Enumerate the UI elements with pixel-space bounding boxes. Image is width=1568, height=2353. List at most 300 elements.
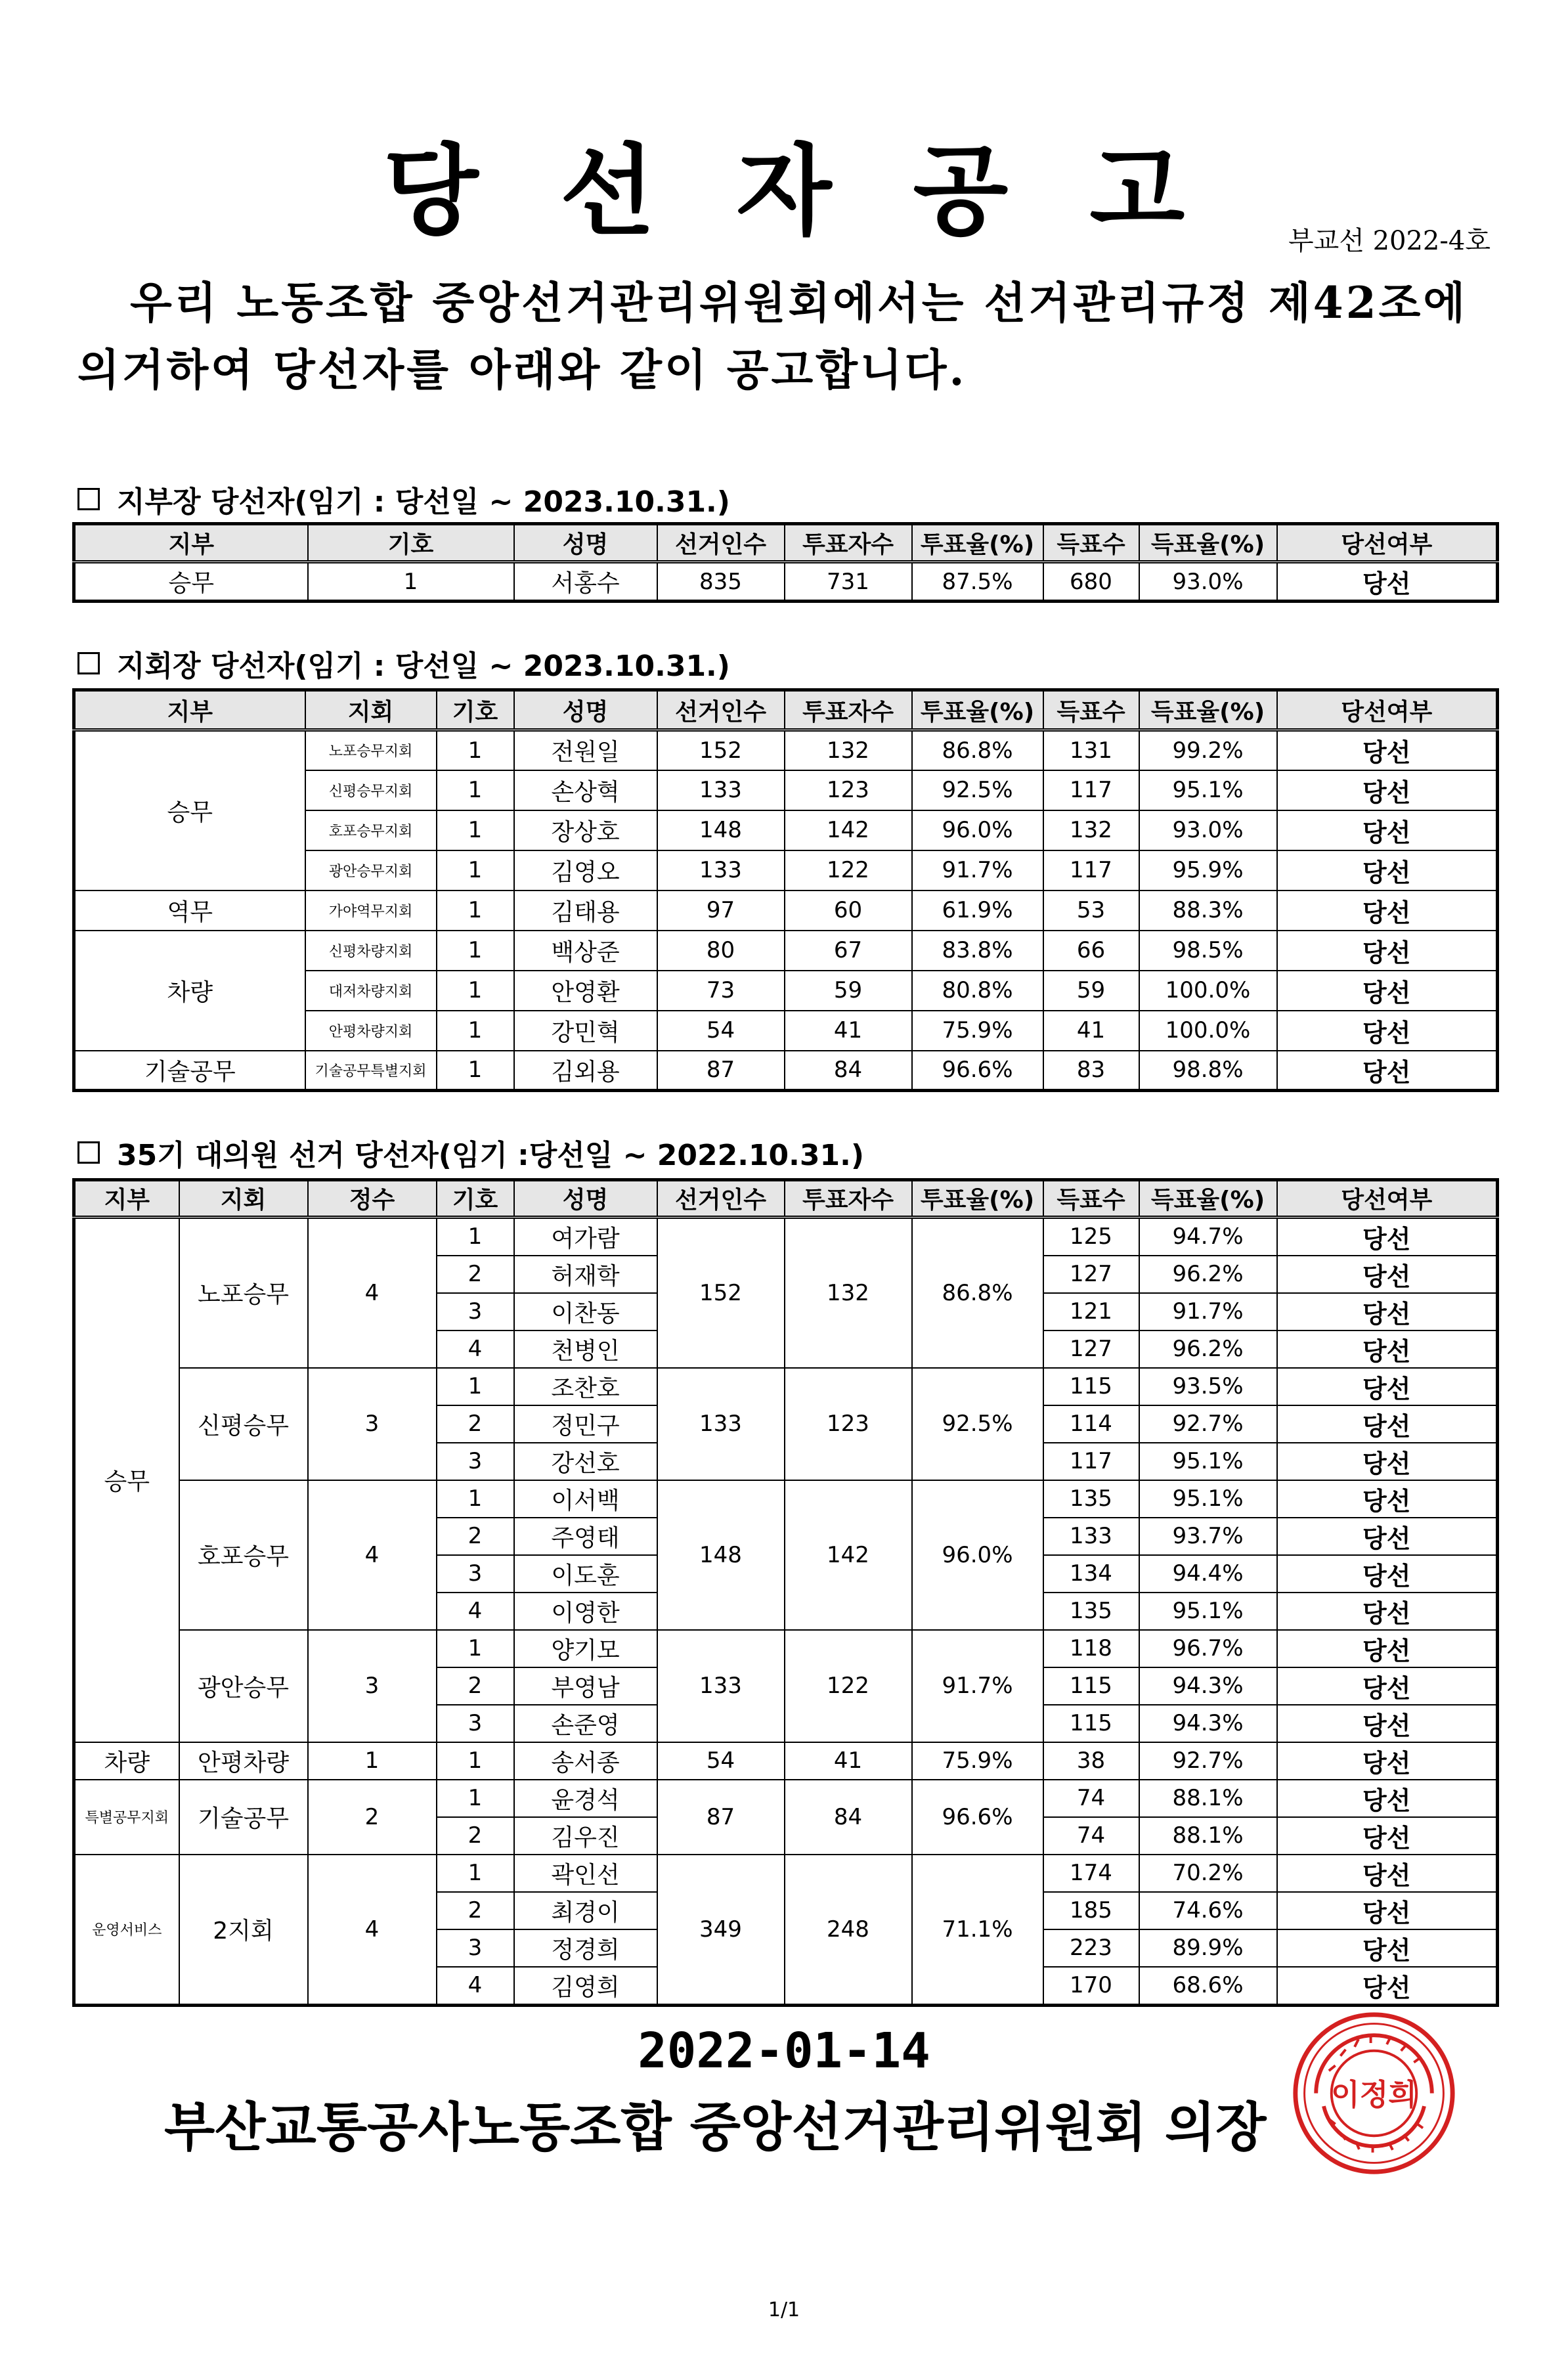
column-header: 득표율(%) — [1139, 1180, 1277, 1218]
chapter-cell: 신평승무지회 — [305, 770, 437, 810]
voters-count: 123 — [785, 1368, 912, 1480]
vote-rate: 100.0% — [1139, 971, 1277, 1011]
vote-rate: 96.7% — [1139, 1630, 1277, 1667]
vote-rate: 68.6% — [1139, 1967, 1277, 2006]
checkbox-icon — [77, 488, 100, 510]
column-header: 투표율(%) — [912, 690, 1043, 730]
turnout-rate: 92.5% — [912, 770, 1043, 810]
vote-rate: 88.1% — [1139, 1780, 1277, 1817]
votes-count: 41 — [1043, 1011, 1139, 1051]
title-character: 선 — [559, 133, 655, 249]
candidate-name: 손상혁 — [514, 770, 657, 810]
chapter-cell: 호포승무지회 — [305, 810, 437, 850]
branch-cell: 특별공무지회 — [74, 1780, 179, 1855]
votes-count: 74 — [1043, 1780, 1139, 1817]
election-result: 당선 — [1277, 1293, 1498, 1330]
table-row — [74, 1368, 1498, 1405]
votes-count: 117 — [1043, 1443, 1139, 1480]
vote-rate: 98.5% — [1139, 931, 1277, 971]
table-row — [74, 1051, 1498, 1091]
turnout-rate: 92.5% — [912, 1368, 1043, 1480]
vote-rate: 94.7% — [1139, 1217, 1277, 1256]
votes-count: 66 — [1043, 931, 1139, 971]
election-result: 당선 — [1277, 1929, 1498, 1967]
candidate-number: 1 — [437, 1480, 514, 1518]
turnout-rate: 86.8% — [912, 730, 1043, 770]
votes-count: 74 — [1043, 1817, 1139, 1855]
vote-rate: 92.7% — [1139, 1742, 1277, 1780]
votes-count: 135 — [1043, 1480, 1139, 1518]
section-heading-text: 35기 대의원 선거 당선자(임기 :당선일 ~ 2022.10.31.) — [117, 1139, 864, 1172]
votes-count: 118 — [1043, 1630, 1139, 1667]
chapter-cell: 광안승무 — [179, 1630, 308, 1742]
turnout-rate: 91.7% — [912, 850, 1043, 891]
table-row — [74, 1217, 1498, 1256]
chapter-cell: 기술공무특별지회 — [305, 1051, 437, 1091]
candidate-number: 1 — [437, 1630, 514, 1667]
candidate-number: 1 — [437, 1011, 514, 1051]
candidate-number: 1 — [437, 1855, 514, 1892]
votes-count: 127 — [1043, 1330, 1139, 1368]
turnout-rate: 96.6% — [912, 1780, 1043, 1855]
title-character: 자 — [736, 133, 832, 249]
electors-count: 152 — [657, 730, 785, 770]
column-header: 투표율(%) — [912, 524, 1043, 562]
votes-count: 117 — [1043, 770, 1139, 810]
chapter-cell: 기술공무 — [179, 1780, 308, 1855]
election-result: 당선 — [1277, 1011, 1498, 1051]
candidate-name: 천병인 — [514, 1330, 657, 1368]
election-result: 당선 — [1277, 1051, 1498, 1091]
voters-count: 122 — [785, 1630, 912, 1742]
electors-count: 133 — [657, 1630, 785, 1742]
electors-count: 133 — [657, 1368, 785, 1480]
votes-count: 114 — [1043, 1405, 1139, 1443]
electors-count: 97 — [657, 891, 785, 931]
table-row — [74, 1855, 1498, 1892]
branch-cell: 승무 — [74, 562, 308, 602]
voters-count: 84 — [785, 1051, 912, 1091]
vote-rate: 88.1% — [1139, 1817, 1277, 1855]
candidate-name: 손준영 — [514, 1705, 657, 1742]
candidate-name: 서홍수 — [514, 562, 657, 602]
election-result: 당선 — [1277, 1443, 1498, 1480]
section-heading-chapter-chief — [77, 642, 730, 684]
vote-rate: 99.2% — [1139, 730, 1277, 770]
seats-count: 4 — [308, 1217, 437, 1368]
election-result: 당선 — [1277, 1405, 1498, 1443]
turnout-rate: 86.8% — [912, 1217, 1043, 1368]
column-header: 당선여부 — [1277, 524, 1498, 562]
votes-count: 133 — [1043, 1518, 1139, 1555]
chapter-cell: 신평승무 — [179, 1368, 308, 1480]
table-row — [74, 931, 1498, 971]
election-result: 당선 — [1277, 1518, 1498, 1555]
electors-count: 835 — [657, 562, 785, 602]
section-heading-text: 지부장 당선자(임기 : 당선일 ~ 2023.10.31.) — [117, 485, 730, 519]
election-result: 당선 — [1277, 971, 1498, 1011]
title-character: 고 — [1089, 133, 1185, 249]
candidate-name: 주영태 — [514, 1518, 657, 1555]
vote-rate: 95.9% — [1139, 850, 1277, 891]
column-header: 지회 — [305, 690, 437, 730]
candidate-number: 4 — [437, 1330, 514, 1368]
candidate-number: 3 — [437, 1443, 514, 1480]
candidate-number: 1 — [437, 931, 514, 971]
turnout-rate: 96.0% — [912, 1480, 1043, 1630]
electors-count: 54 — [657, 1011, 785, 1051]
votes-count: 170 — [1043, 1967, 1139, 2006]
checkbox-icon — [77, 1141, 100, 1164]
chapter-cell: 2지회 — [179, 1855, 308, 2006]
table-row — [74, 1480, 1498, 1518]
seats-count: 2 — [308, 1780, 437, 1855]
seats-count: 3 — [308, 1368, 437, 1480]
column-header: 득표수 — [1043, 690, 1139, 730]
vote-rate: 93.0% — [1139, 562, 1277, 602]
turnout-rate: 96.6% — [912, 1051, 1043, 1091]
checkbox-icon — [77, 652, 100, 674]
turnout-rate: 83.8% — [912, 931, 1043, 971]
seal-name: 이정희 — [1331, 2077, 1417, 2113]
electors-count: 152 — [657, 1217, 785, 1368]
vote-rate: 95.1% — [1139, 770, 1277, 810]
vote-rate: 93.7% — [1139, 1518, 1277, 1555]
votes-count: 127 — [1043, 1256, 1139, 1293]
candidate-name: 전원일 — [514, 730, 657, 770]
vote-rate: 95.1% — [1139, 1593, 1277, 1630]
voters-count: 132 — [785, 1217, 912, 1368]
branch-cell: 차량 — [74, 931, 305, 1051]
electors-count: 133 — [657, 850, 785, 891]
candidate-name: 정경희 — [514, 1929, 657, 1967]
chapter-cell: 광안승무지회 — [305, 850, 437, 891]
seats-count: 1 — [308, 1742, 437, 1780]
column-header: 지회 — [179, 1180, 308, 1218]
electors-count: 80 — [657, 931, 785, 971]
election-result: 당선 — [1277, 1780, 1498, 1817]
election-result: 당선 — [1277, 770, 1498, 810]
candidate-number: 1 — [437, 891, 514, 931]
candidate-name: 송서종 — [514, 1742, 657, 1780]
candidate-number: 1 — [437, 1368, 514, 1405]
voters-count: 67 — [785, 931, 912, 971]
column-header: 성명 — [514, 1180, 657, 1218]
chapter-cell: 가야역무지회 — [305, 891, 437, 931]
election-result: 당선 — [1277, 1555, 1498, 1593]
table-row — [74, 1780, 1498, 1817]
candidate-name: 김영희 — [514, 1967, 657, 2006]
electors-count: 54 — [657, 1742, 785, 1780]
votes-count: 125 — [1043, 1217, 1139, 1256]
votes-count: 121 — [1043, 1293, 1139, 1330]
voters-count: 60 — [785, 891, 912, 931]
candidate-number: 3 — [437, 1705, 514, 1742]
column-header: 투표자수 — [785, 524, 912, 562]
vote-rate: 93.0% — [1139, 810, 1277, 850]
candidate-number: 2 — [437, 1667, 514, 1705]
votes-count: 117 — [1043, 850, 1139, 891]
chapter-cell: 안평차량 — [179, 1742, 308, 1780]
turnout-rate: 80.8% — [912, 971, 1043, 1011]
candidate-number: 1 — [437, 770, 514, 810]
votes-count: 174 — [1043, 1855, 1139, 1892]
vote-rate: 100.0% — [1139, 1011, 1277, 1051]
voters-count: 123 — [785, 770, 912, 810]
branch-cell: 승무 — [74, 730, 305, 891]
electors-count: 73 — [657, 971, 785, 1011]
candidate-number: 3 — [437, 1929, 514, 1967]
seats-count: 4 — [308, 1855, 437, 2006]
chapter-cell: 노포승무 — [179, 1217, 308, 1368]
candidate-number: 2 — [437, 1892, 514, 1929]
electors-count: 87 — [657, 1780, 785, 1855]
election-result: 당선 — [1277, 850, 1498, 891]
seats-count: 4 — [308, 1480, 437, 1630]
candidate-number: 1 — [308, 562, 514, 602]
election-result: 당선 — [1277, 1480, 1498, 1518]
election-result: 당선 — [1277, 1855, 1498, 1892]
candidate-name: 이찬동 — [514, 1293, 657, 1330]
candidate-name: 여가람 — [514, 1217, 657, 1256]
chapter-cell: 대저차량지회 — [305, 971, 437, 1011]
votes-count: 185 — [1043, 1892, 1139, 1929]
votes-count: 680 — [1043, 562, 1139, 602]
candidate-name: 이도훈 — [514, 1555, 657, 1593]
votes-count: 53 — [1043, 891, 1139, 931]
candidate-name: 허재학 — [514, 1256, 657, 1293]
candidate-number: 4 — [437, 1967, 514, 2006]
chapter-cell: 노포승무지회 — [305, 730, 437, 770]
election-result: 당선 — [1277, 1256, 1498, 1293]
candidate-number: 1 — [437, 1742, 514, 1780]
vote-rate: 89.9% — [1139, 1929, 1277, 1967]
candidate-number: 1 — [437, 1051, 514, 1091]
column-header: 선거인수 — [657, 1180, 785, 1218]
turnout-rate: 75.9% — [912, 1011, 1043, 1051]
election-result: 당선 — [1277, 1817, 1498, 1855]
voters-count: 142 — [785, 810, 912, 850]
vote-rate: 91.7% — [1139, 1293, 1277, 1330]
column-header: 득표율(%) — [1139, 524, 1277, 562]
votes-count: 115 — [1043, 1705, 1139, 1742]
document-number: 부교선 2022-4호 — [1288, 226, 1491, 256]
delegate-election-table — [72, 1178, 1499, 2007]
turnout-rate: 96.0% — [912, 810, 1043, 850]
column-header: 기호 — [437, 1180, 514, 1218]
candidate-number: 2 — [437, 1817, 514, 1855]
election-result: 당선 — [1277, 1330, 1498, 1368]
branch-cell: 차량 — [74, 1742, 179, 1780]
candidate-number: 1 — [437, 971, 514, 1011]
column-header: 득표수 — [1043, 1180, 1139, 1218]
candidate-name: 장상호 — [514, 810, 657, 850]
electors-count: 148 — [657, 810, 785, 850]
voters-count: 248 — [785, 1855, 912, 2006]
table-row — [74, 1630, 1498, 1667]
votes-count: 38 — [1043, 1742, 1139, 1780]
turnout-rate: 75.9% — [912, 1742, 1043, 1780]
candidate-name: 강선호 — [514, 1443, 657, 1480]
vote-rate: 94.3% — [1139, 1667, 1277, 1705]
voters-count: 142 — [785, 1480, 912, 1630]
vote-rate: 74.6% — [1139, 1892, 1277, 1929]
candidate-number: 2 — [437, 1518, 514, 1555]
page-number: 1/1 — [768, 2298, 800, 2321]
vote-rate: 70.2% — [1139, 1855, 1277, 1892]
electors-count: 133 — [657, 770, 785, 810]
voters-count: 41 — [785, 1742, 912, 1780]
vote-rate: 88.3% — [1139, 891, 1277, 931]
election-result: 당선 — [1277, 562, 1498, 602]
votes-count: 59 — [1043, 971, 1139, 1011]
turnout-rate: 61.9% — [912, 891, 1043, 931]
vote-rate: 96.2% — [1139, 1256, 1277, 1293]
column-header: 투표자수 — [785, 1180, 912, 1218]
vote-rate: 95.1% — [1139, 1443, 1277, 1480]
intro-text: 우리 노동조합 중앙선거관리위원회에서는 선거관리규정 제42조에 의거하여 당선자를 아래와 같이 공고합니다. — [77, 277, 1468, 395]
candidate-number: 2 — [437, 1405, 514, 1443]
election-result: 당선 — [1277, 891, 1498, 931]
announcement-date: 2022-01-14 — [638, 2023, 930, 2079]
vote-rate: 94.3% — [1139, 1705, 1277, 1742]
candidate-number: 1 — [437, 810, 514, 850]
voters-count: 731 — [785, 562, 912, 602]
election-result: 당선 — [1277, 931, 1498, 971]
candidate-name: 정민구 — [514, 1405, 657, 1443]
chapter-cell: 신평차량지회 — [305, 931, 437, 971]
candidate-name: 김우진 — [514, 1817, 657, 1855]
electors-count: 349 — [657, 1855, 785, 2006]
column-header: 당선여부 — [1277, 690, 1498, 730]
vote-rate: 98.8% — [1139, 1051, 1277, 1091]
votes-count: 83 — [1043, 1051, 1139, 1091]
turnout-rate: 87.5% — [912, 562, 1043, 602]
column-header: 투표율(%) — [912, 1180, 1043, 1218]
election-result: 당선 — [1277, 1368, 1498, 1405]
table-row — [74, 730, 1498, 770]
column-header: 정수 — [308, 1180, 437, 1218]
election-result: 당선 — [1277, 730, 1498, 770]
candidate-number: 1 — [437, 1780, 514, 1817]
candidate-number: 3 — [437, 1555, 514, 1593]
branch-chief-table — [72, 522, 1499, 603]
table-row — [74, 891, 1498, 931]
column-header: 득표율(%) — [1139, 690, 1277, 730]
title-character: 공 — [913, 133, 1009, 249]
chapter-cell: 호포승무 — [179, 1480, 308, 1630]
chapter-cell: 안평차량지회 — [305, 1011, 437, 1051]
chapter-chief-table — [72, 688, 1499, 1092]
candidate-name: 백상준 — [514, 931, 657, 971]
election-result: 당선 — [1277, 1742, 1498, 1780]
vote-rate: 96.2% — [1139, 1330, 1277, 1368]
election-result: 당선 — [1277, 810, 1498, 850]
candidate-name: 이서백 — [514, 1480, 657, 1518]
candidate-name: 김태용 — [514, 891, 657, 931]
candidate-name: 안영환 — [514, 971, 657, 1011]
voters-count: 132 — [785, 730, 912, 770]
turnout-rate: 91.7% — [912, 1630, 1043, 1742]
column-header: 당선여부 — [1277, 1180, 1498, 1218]
section-heading-delegates — [77, 1132, 864, 1174]
votes-count: 134 — [1043, 1555, 1139, 1593]
voters-count: 84 — [785, 1780, 912, 1855]
column-header: 지부 — [74, 1180, 179, 1218]
table-row — [74, 562, 1498, 602]
candidate-name: 최경이 — [514, 1892, 657, 1929]
column-header: 선거인수 — [657, 524, 785, 562]
votes-count: 131 — [1043, 730, 1139, 770]
electors-count: 87 — [657, 1051, 785, 1091]
election-result: 당선 — [1277, 1667, 1498, 1705]
column-header: 지부 — [74, 690, 305, 730]
column-header: 득표수 — [1043, 524, 1139, 562]
branch-cell: 기술공무 — [74, 1051, 305, 1091]
election-result: 당선 — [1277, 1593, 1498, 1630]
column-header: 투표자수 — [785, 690, 912, 730]
column-header: 기호 — [437, 690, 514, 730]
table-row — [74, 1742, 1498, 1780]
candidate-number: 3 — [437, 1293, 514, 1330]
vote-rate: 95.1% — [1139, 1480, 1277, 1518]
candidate-number: 2 — [437, 1256, 514, 1293]
branch-cell: 운영서비스 — [74, 1855, 179, 2006]
candidate-number: 1 — [437, 730, 514, 770]
candidate-name: 이영한 — [514, 1593, 657, 1630]
vote-rate: 93.5% — [1139, 1368, 1277, 1405]
voters-count: 59 — [785, 971, 912, 1011]
votes-count: 115 — [1043, 1667, 1139, 1705]
candidate-name: 김영오 — [514, 850, 657, 891]
column-header: 성명 — [514, 690, 657, 730]
column-header: 기호 — [308, 524, 514, 562]
section-heading-branch-chief — [77, 478, 730, 520]
candidate-name: 부영남 — [514, 1667, 657, 1705]
election-result: 당선 — [1277, 1892, 1498, 1929]
election-result: 당선 — [1277, 1967, 1498, 2006]
voters-count: 122 — [785, 850, 912, 891]
title-character: 당 — [383, 133, 479, 249]
section-heading-text: 지회장 당선자(임기 : 당선일 ~ 2023.10.31.) — [117, 649, 730, 683]
column-header: 선거인수 — [657, 690, 785, 730]
votes-count: 135 — [1043, 1593, 1139, 1630]
votes-count: 132 — [1043, 810, 1139, 850]
candidate-name: 윤경석 — [514, 1780, 657, 1817]
branch-cell: 승무 — [74, 1217, 179, 1742]
official-seal-icon — [1290, 2010, 1458, 2177]
candidate-name: 양기모 — [514, 1630, 657, 1667]
column-header: 지부 — [74, 524, 308, 562]
branch-cell: 역무 — [74, 891, 305, 931]
candidate-name: 김외용 — [514, 1051, 657, 1091]
candidate-name: 곽인선 — [514, 1855, 657, 1892]
candidate-number: 1 — [437, 1217, 514, 1256]
column-header: 성명 — [514, 524, 657, 562]
votes-count: 115 — [1043, 1368, 1139, 1405]
election-result: 당선 — [1277, 1705, 1498, 1742]
election-result: 당선 — [1277, 1630, 1498, 1667]
turnout-rate: 71.1% — [912, 1855, 1043, 2006]
seats-count: 3 — [308, 1630, 437, 1742]
electors-count: 148 — [657, 1480, 785, 1630]
candidate-number: 4 — [437, 1593, 514, 1630]
candidate-name: 조찬호 — [514, 1368, 657, 1405]
vote-rate: 92.7% — [1139, 1405, 1277, 1443]
voters-count: 41 — [785, 1011, 912, 1051]
vote-rate: 94.4% — [1139, 1555, 1277, 1593]
signer-title: 부산교통공사노동조합 중앙선거관리위원회 의장 — [164, 2096, 1267, 2158]
